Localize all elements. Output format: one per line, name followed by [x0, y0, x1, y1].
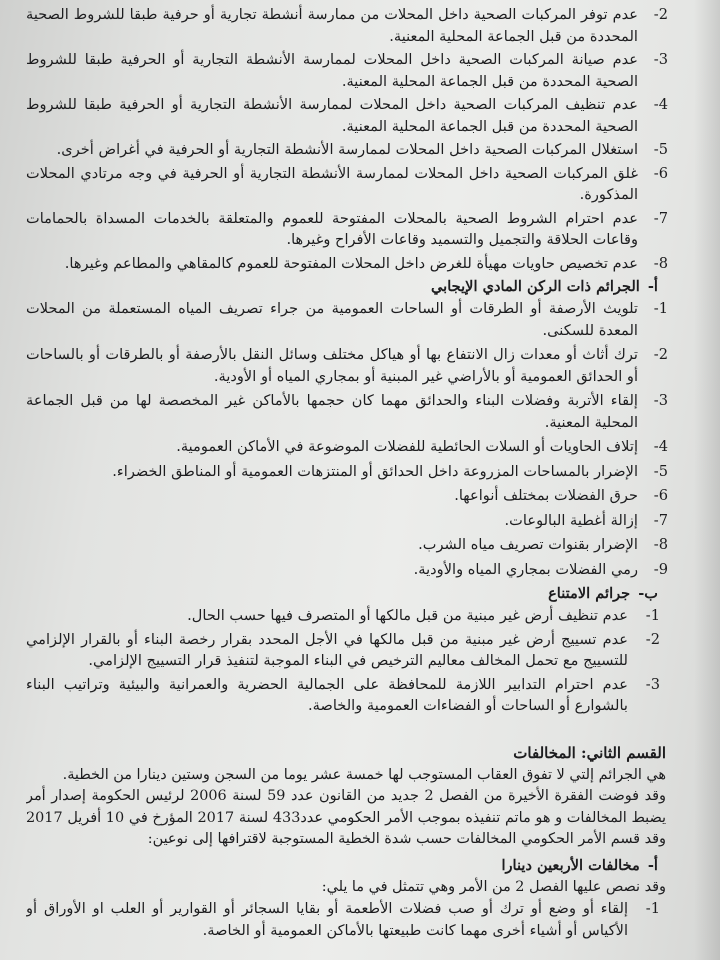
health-facilities-list	[26, 4, 668, 274]
document-page	[26, 4, 668, 956]
list-item: 2- عدم تسييج أرض غير مبنية من قبل مالكها في الأجل المحدد بقرار رخصة البناء أو بالقرار الإلزامي للتسييج مع تحمل المخالف معاليم الترخيص في البناء الموجبة لتنفيذ قرار التسييج الإلزامي.	[26, 630, 660, 669]
list-item: 1- إلقاء أو وضع أو ترك أو صب فضلات الأطعمة أو بقايا السجائر أو القوارير أو العلب او الأوراق أو الأكياس أو أشياء أخرى مهما كانت طبيعتها بالأماكن العمومية أو الخاصة.	[26, 900, 660, 939]
list-item: 4- عدم تنظيف المركبات الصحية داخل المحلات لممارسة الأنشطة التجارية أو الحرفية طبقا للشروط الصحية المحددة من قبل الجماعة المحلية المعنية.	[26, 96, 668, 135]
list-item: 3- إلقاء الأتربة وفضلات البناء والحدائق مهما كان حجمها بالأماكن غير المخصصة لها من قبل الجماعة المحلية المعنية.	[26, 392, 668, 431]
list-item: 7- عدم احترام الشروط الصحية بالمحلات المفتوحة للعموم والمتعلقة بالخدمات المسداة بالحمامات وقاعات الحلاقة والتجميل والتسميد وقاعات الأفراح وغيرها.	[26, 209, 668, 248]
list-item: 3- عدم احترام التدابير اللازمة للمحافظة على الجمالية الحضرية والعمرانية والبيئية وتراتيب البناء بالشوارع أو الساحات أو الفضاءات العمومية والخاصة.	[26, 675, 660, 714]
list-item: 2- عدم توفر المركبات الصحية داخل المحلات من ممارسة أنشطة تجارية أو حرفية طبقا للشروط الصحية المحددة من قبل الجماعة المحلية المعنية.	[26, 6, 668, 45]
section-heading-material: أ-الجرائم ذات الركن المادي الإيجابي	[431, 278, 658, 295]
section-two-title: القسم الثاني: المخالفات	[513, 743, 666, 762]
list-item: 3- عدم صيانة المركبات الصحية داخل المحلات لممارسة الأنشطة التجارية أو الحرفية طبقا للشروط الصحية المحددة من قبل الجماعة المحلية المعنية.	[26, 51, 668, 90]
definition-paragraph: هي الجرائم إلتي لا تفوق العقاب المستوجب لها خمسة عشر يوما من السجن وستين دينارا من الخطية.	[62, 766, 666, 783]
list-item: 1- عدم تنظيف أرض غير مبنية من قبل مالكها أو المتصرف فيها حسب الحال.	[187, 607, 660, 624]
list-item: 7- إزالة أغطية البالوعات.	[504, 511, 668, 529]
forty-dinars-intro: وقد نصص عليها الفصل 2 من الأمر وهي تتمثل في ما يلي:	[321, 878, 666, 895]
section-heading-forty-dinars: أ-مخالفات الأربعين دينارا	[501, 856, 658, 874]
list-item: 5- الإضرار بالمساحات المزروعة داخل الحدائق أو المنتزهات العمومية أو المناطق الخضراء.	[112, 462, 668, 480]
paper-edge-shadow	[694, 0, 720, 960]
section-heading-abstention: ب-جرائم الامتناع	[548, 585, 658, 602]
list-item: 6- غلق المركبات الصحية داخل المحلات لممارسة الأنشطة التجارية أو الحرفية في وجه مرتادي المحلات المذكورة.	[26, 164, 668, 203]
list-item: 4- إتلاف الحاويات أو السلات الحائطية للفضلات الموضوعة في الأماكن العمومية.	[176, 438, 668, 455]
list-item: 5- استغلال المركبات الصحية داخل المحلات لممارسة الأنشطة التجارية أو الحرفية في أغراض أخرى.	[56, 141, 668, 158]
decree-paragraph: وقد فوضت الفقرة الأخيرة من الفصل 2 جديد من القانون عدد 59 لسنة 2006 لرئيس الحكومة إصدار أمر يضبط المخالفات و هو ماتم تنفيذه بموجب الأمر الحكومي عدد433 لسنة 2017 المؤرخ في 10 أفريل 2017 وقد قسم الأمر الحكومي المخالفات حسب شدة الخطية المستوجبة لاقترافها إلى نوعين:	[26, 788, 666, 847]
list-item: 2- ترك أثاث أو معدات زال الانتفاع بها أو هياكل مختلف وسائل النقل بالأرصفة أو بالطرقات أو بالساحات أو الحدائق العمومية أو بالأراضي غير المبنية أو بمجاري المياه أو الأودية.	[26, 346, 668, 385]
list-item: 9- رمي الفضلات بمجاري المياه والأودية.	[413, 560, 668, 578]
list-item: 1- تلويث الأرصفة أو الطرقات أو الساحات العمومية من جراء تصريف المياه المستعملة من المحلات المعدة للسكنى.	[26, 300, 668, 339]
list-item: 8- عدم تخصيص حاويات مهيأة للغرض داخل المحلات المفتوحة للعموم كالمقاهي والمطاعم وغيرها.	[64, 254, 668, 272]
abstention-offences-list	[26, 605, 668, 717]
list-item: 8- الإضرار بقنوات تصريف مياه الشرب.	[418, 536, 668, 553]
list-item: 6- حرق الفضلات بمختلف أنواعها.	[454, 487, 668, 504]
material-offences-list	[26, 298, 668, 580]
